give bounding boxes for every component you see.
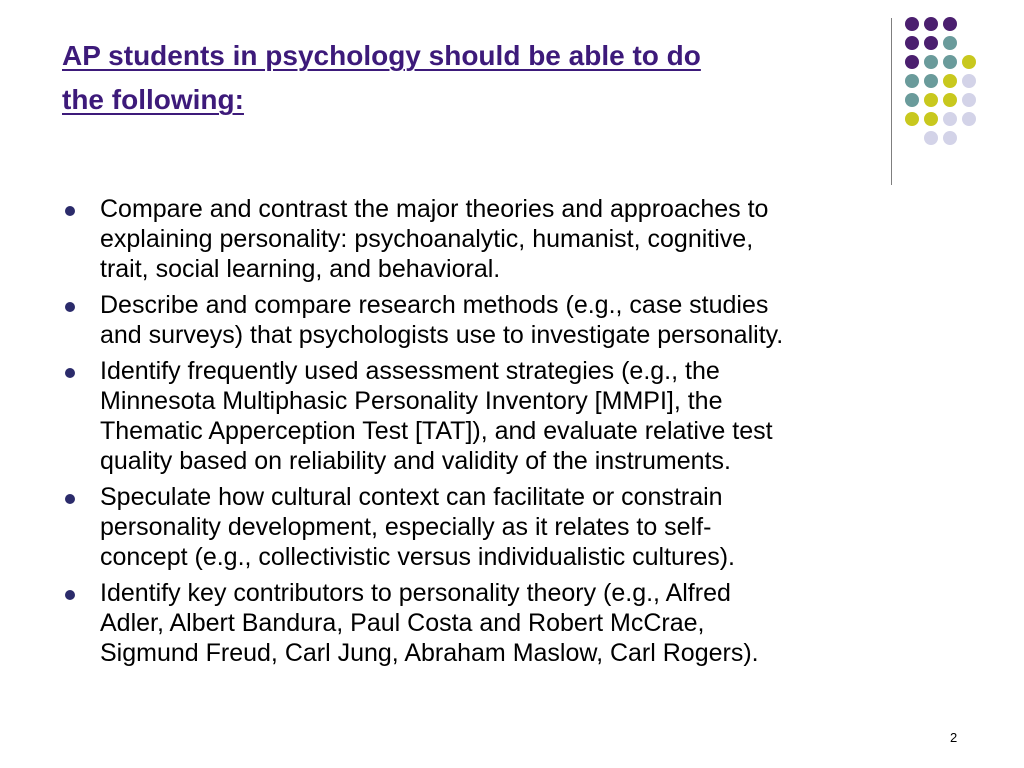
decorative-dot [924,17,938,31]
decorative-dot [943,112,957,126]
decorative-dot [924,36,938,50]
slide-title-line: the following: [62,84,244,115]
bullet-item [62,482,982,572]
bullet-line: Adler, Albert Bandura, Paul Costa and Robert McCrae, [100,609,705,637]
bullet-line: Describe and compare research methods (e.g., case studies [100,291,769,319]
decorative-dot [924,55,938,69]
slide-title-line: AP students in psychology should be able to do [62,40,701,71]
bullet-line: Compare and contrast the major theories and approaches to [100,195,769,223]
page-number: 2 [950,730,958,745]
bullet-dot-icon [65,206,75,216]
bullet-item [62,194,982,284]
bullet-dot-icon [65,368,75,378]
decorative-dot [924,93,938,107]
bullet-line: and surveys) that psychologists use to investigate personality. [100,321,784,349]
bullet-line: Thematic Apperception Test [TAT]), and evaluate relative test [100,417,773,445]
bullet-line: personality development, especially as it relates to self- [100,513,712,541]
bullet-line: Speculate how cultural context can facilitate or constrain [100,483,723,511]
decorative-dot [905,93,919,107]
decorative-dot [943,131,957,145]
bullet-line: concept (e.g., collectivistic versus individualistic cultures). [100,543,735,571]
decorative-dot [962,55,976,69]
decorative-dot [943,74,957,88]
decorative-dot [962,93,976,107]
decorative-dot [924,131,938,145]
decorative-dot [905,36,919,50]
decorative-dot [962,112,976,126]
bullet-line: trait, social learning, and behavioral. [100,255,501,283]
bullet-item [62,578,982,668]
decorative-dot [905,55,919,69]
decorative-dot [943,17,957,31]
decorative-dot [943,93,957,107]
bullet-dot-icon [65,302,75,312]
decorative-dot [924,74,938,88]
bullet-line: Sigmund Freud, Carl Jung, Abraham Maslow, Carl Rogers). [100,639,759,667]
bullet-dot-icon [65,590,75,600]
bullet-item [62,356,982,476]
decorative-dot [905,74,919,88]
bullet-line: Minnesota Multiphasic Personality Inventory [MMPI], the [100,387,723,415]
decorative-dot [924,112,938,126]
bullet-item [62,290,982,350]
bullet-line: Identify frequently used assessment strategies (e.g., the [100,357,720,385]
bullet-line: quality based on reliability and validity of the instruments. [100,447,731,475]
bullet-dot-icon [65,494,75,504]
bullet-line: explaining personality: psychoanalytic, humanist, cognitive, [100,225,754,253]
vertical-divider [891,18,892,185]
decorative-dot [943,36,957,50]
bullet-line: Identify key contributors to personality theory (e.g., Alfred [100,579,731,607]
decorative-dot [943,55,957,69]
decorative-dot [905,17,919,31]
decorative-dot [962,74,976,88]
slide-title [62,34,862,122]
decorative-dot [905,112,919,126]
bullet-list [62,194,982,674]
